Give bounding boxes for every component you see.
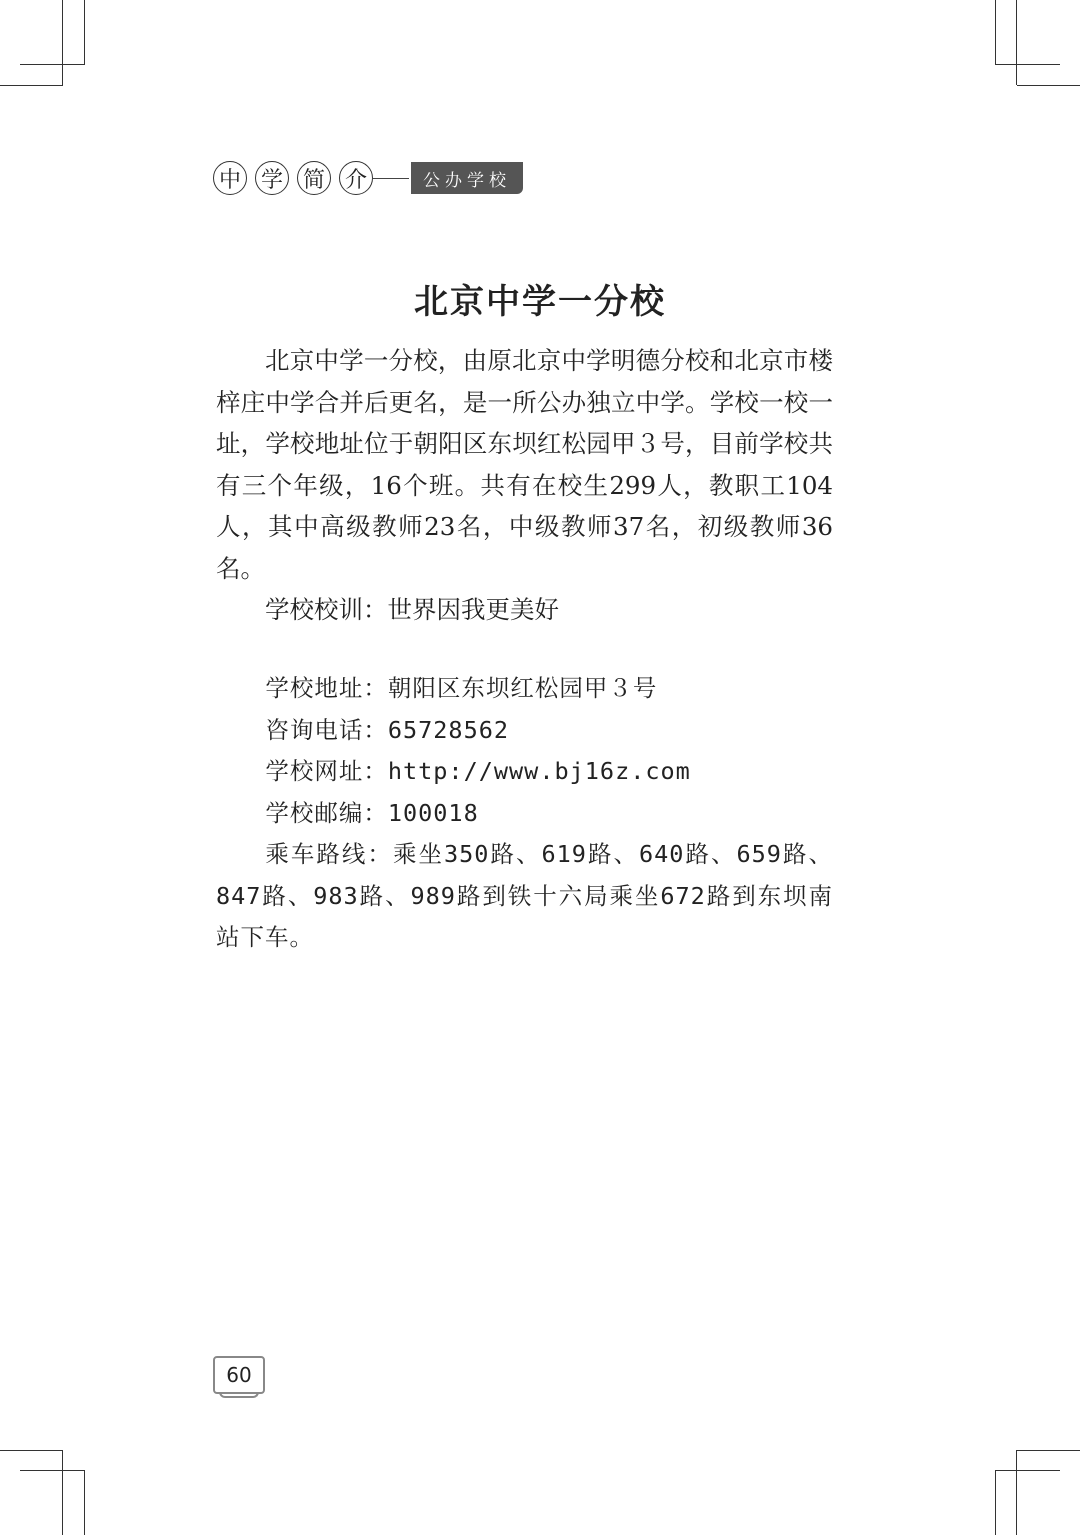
crop-mark xyxy=(1017,85,1080,86)
school-postcode: 学校邮编：100018 xyxy=(265,798,479,827)
bus-route: 乘车路线：乘坐350路、619路、640路、659路、847路、983路、989路到铁十六局乘坐672路到东坝南站下车。 xyxy=(216,840,833,951)
crop-mark xyxy=(0,85,63,86)
header-circle-char: 介 xyxy=(339,161,373,195)
school-phone: 咨询电话：65728562 xyxy=(265,715,510,744)
header-divider xyxy=(373,178,409,179)
header-circle-char: 中 xyxy=(213,161,247,195)
crop-mark xyxy=(995,1470,996,1535)
intro-paragraph: 北京中学一分校，由原北京中学明德分校和北京市楼梓庄中学合并后更名，是一所公办独立中学。学校一校一址，学校地址位于朝阳区东坝红松园甲３号，目前学校共有三个年级，16个班。共有在校生299人，教职工104人，其中高级教师23名，中级教师37名，初级教师36名。 xyxy=(216,346,833,583)
page-title: 北京中学一分校 xyxy=(414,282,666,322)
crop-mark xyxy=(84,1470,85,1535)
intro-text xyxy=(216,340,833,631)
crop-mark xyxy=(62,1450,63,1535)
crop-mark xyxy=(84,0,85,65)
crop-mark xyxy=(995,64,1060,65)
crop-mark xyxy=(20,1470,85,1471)
header-circle-char: 学 xyxy=(255,161,289,195)
section-header xyxy=(213,158,523,198)
crop-mark xyxy=(1016,0,1017,85)
header-category-label: 公办学校 xyxy=(411,162,523,194)
page-number: 60 xyxy=(213,1356,265,1394)
crop-mark xyxy=(995,0,996,65)
crop-mark xyxy=(62,0,63,85)
school-motto: 学校校训：世界因我更美好 xyxy=(265,595,559,624)
school-website: 学校网址：http://www.bj16z.com xyxy=(265,757,691,785)
school-address: 学校地址：朝阳区东坝红松园甲３号 xyxy=(265,674,658,702)
school-info xyxy=(216,668,833,959)
crop-mark xyxy=(0,1450,63,1451)
crop-mark xyxy=(20,64,85,65)
crop-mark xyxy=(1016,1450,1017,1535)
crop-mark xyxy=(995,1470,1060,1471)
header-circle-char: 简 xyxy=(297,161,331,195)
crop-mark xyxy=(1017,1450,1080,1451)
